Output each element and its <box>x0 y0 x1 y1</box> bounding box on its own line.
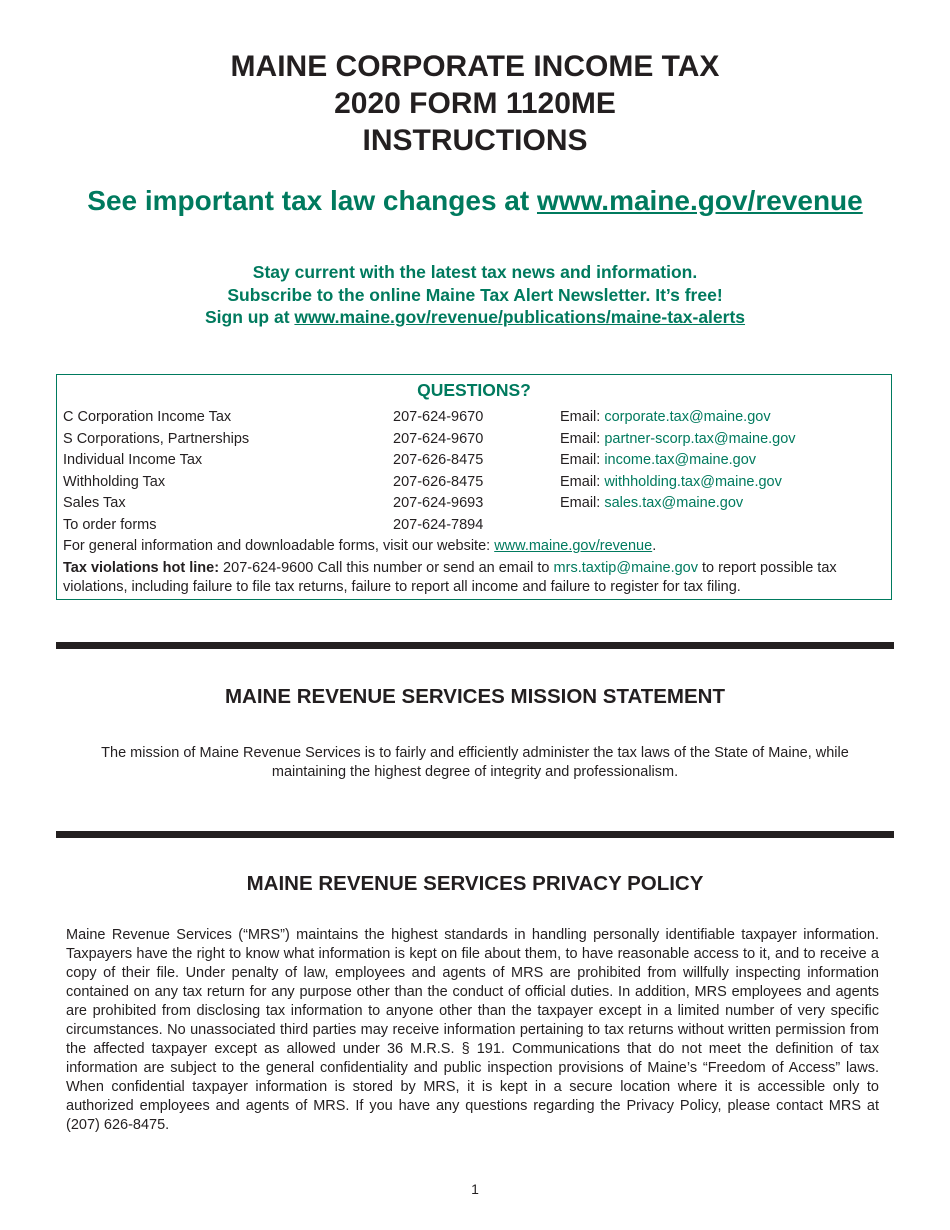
questions-title: QUESTIONS? <box>417 380 531 400</box>
newsletter-line-3 <box>0 306 950 329</box>
newsletter-signup-prefix: Sign up at <box>204 307 295 327</box>
hotline-label: Tax violations hot line: <box>63 560 220 576</box>
contact-phone: 207-624-7894 <box>393 516 484 533</box>
tax-alerts-link[interactable]: www.maine.gov/revenue/publications/maine-tax-alerts <box>294 307 746 327</box>
contact-email <box>560 429 796 450</box>
contact-email <box>560 407 771 428</box>
questions-box <box>56 374 892 600</box>
general-info-end: . <box>652 538 657 554</box>
contact-email <box>560 493 743 514</box>
tax-law-changes-text: See important tax law changes at <box>87 185 537 216</box>
newsletter-line-1: Stay current with the latest tax news and information. <box>252 262 698 282</box>
section-divider <box>56 831 894 838</box>
contact-phone: 207-624-9670 <box>393 430 484 447</box>
contact-label: S Corporations, Partnerships <box>63 430 250 447</box>
email-label: Email: <box>560 473 605 490</box>
email-label: Email: <box>560 495 605 511</box>
general-info-line <box>63 537 883 556</box>
contact-phone: 207-626-8475 <box>393 473 484 490</box>
contact-phone: 207-624-9693 <box>393 495 484 511</box>
section-divider <box>56 642 894 649</box>
general-info-text: For general information and downloadable forms, visit our website: <box>63 538 495 554</box>
email-label: Email: <box>560 430 605 447</box>
tax-law-changes-banner <box>0 183 950 219</box>
hotline-text-1: 207-624-9600 Call this number or send an email to <box>219 560 554 576</box>
hotline-text-2: to report possible tax violations, including failure to file tax returns, failure to report all income and failure to register for tax filing. <box>63 560 837 595</box>
contact-email <box>560 472 782 493</box>
hotline-paragraph <box>63 559 883 597</box>
newsletter-line-2: Subscribe to the online Maine Tax Alert Newsletter. It’s free! <box>227 284 723 305</box>
contact-email <box>560 450 756 471</box>
general-info-link[interactable]: www.maine.gov/revenue <box>494 538 653 554</box>
contact-label: Individual Income Tax <box>63 452 203 468</box>
email-link[interactable]: income.tax@maine.gov <box>604 452 757 468</box>
privacy-heading: MAINE REVENUE SERVICES PRIVACY POLICY <box>246 872 704 895</box>
newsletter-notice <box>0 261 950 329</box>
email-link[interactable]: sales.tax@maine.gov <box>604 495 744 511</box>
title-line-3: INSTRUCTIONS <box>362 124 588 157</box>
contact-phone: 207-626-8475 <box>393 452 484 468</box>
mission-heading: MAINE REVENUE SERVICES MISSION STATEMENT <box>224 685 726 708</box>
email-label: Email: <box>560 409 605 425</box>
contact-label: To order forms <box>63 516 157 533</box>
email-link[interactable]: partner-scorp.tax@maine.gov <box>604 430 796 447</box>
document-title <box>0 48 950 159</box>
title-line-2: 2020 FORM 1120ME <box>334 87 616 120</box>
title-line-1: MAINE CORPORATE INCOME TAX <box>230 50 720 83</box>
revenue-website-link[interactable]: www.maine.gov/revenue <box>536 185 863 216</box>
contact-label: Sales Tax <box>63 495 126 511</box>
email-label: Email: <box>560 452 605 468</box>
privacy-text: Maine Revenue Services (“MRS”) maintains the highest standards in handling personally identifiable taxpayer information. Taxpayers have the right to know what information is kept on file about them, to have reasonable access to it, and to receive a copy of their file. Under penalty of law, employees and agents of MRS are prohibited from willfully inspecting information contained on any tax return for any purpose other than the conduct of official duties. In addition, MRS employees and agents are prohibited from disclosing tax information to anyone other than the taxpayer except in a limited number of very specific circumstances. No unassociated third parties may receive information pertaining to tax returns without written permission from the affected taxpayer except as allowed under 36 M.R.S. § 191. Communications that do not meet the definition of tax information are subject to the general confidentiality and public inspection provisions of Maine’s “Freedom of Access” laws. When confidential taxpayer information is stored by MRS, it is kept in a secure location where it is accessible only to authorized employees and agents of MRS. If you have any questions regarding the Privacy Policy, please contact MRS at (207) 626-8475. <box>66 927 879 1133</box>
page-number: 1 <box>471 1181 479 1197</box>
contact-label: C Corporation Income Tax <box>63 409 232 425</box>
mission-text: The mission of Maine Revenue Services is to fairly and efficiently administer the tax laws of the State of Maine, while maintaining the highest degree of integrity and professionalism. <box>101 745 849 780</box>
contact-label: Withholding Tax <box>63 473 166 490</box>
contact-phone: 207-624-9670 <box>393 409 484 425</box>
hotline-email-link[interactable]: mrs.taxtip@maine.gov <box>553 560 698 576</box>
email-link[interactable]: withholding.tax@maine.gov <box>604 473 782 490</box>
email-link[interactable]: corporate.tax@maine.gov <box>604 409 771 425</box>
